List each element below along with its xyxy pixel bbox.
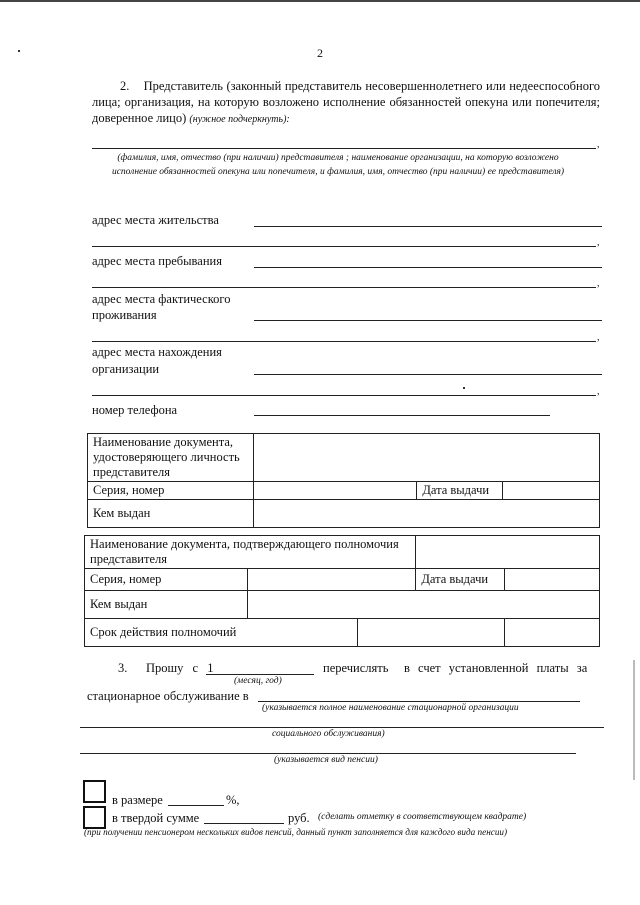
percent-label: в размере: [112, 793, 163, 807]
percent-checkbox[interactable]: [83, 780, 106, 803]
authority-date-label: Дата выдачи: [416, 569, 505, 591]
scan-speck: [463, 387, 465, 389]
identity-series-label: Серия, номер: [88, 482, 254, 500]
actual-line-2[interactable]: [92, 341, 596, 342]
organization-name-line[interactable]: [258, 701, 580, 702]
authority-validity-cell[interactable]: [505, 619, 600, 647]
rub-label: руб.: [288, 811, 310, 825]
fixed-amount-label: в твердой сумме: [112, 811, 200, 825]
authority-issuer-label: Кем выдан: [85, 591, 248, 619]
authority-doc-name-label: Наименование документа, подтверждающего полномочия представителя: [85, 536, 416, 569]
section2-paragraph: [92, 78, 600, 128]
authority-issuer-cell[interactable]: [247, 591, 599, 619]
authority-validity-spacer: [358, 619, 505, 647]
representative-note: (фамилия, имя, отчество (при наличии) представителя ; наименование организации, на которую возложено исполнение обязанностей опекуна или попечителя, и фамилия, имя, отчество (при наличии) ее представителя): [111, 153, 565, 177]
authority-doc-name-cell[interactable]: [416, 536, 600, 569]
authority-series-label: Серия, номер: [85, 569, 248, 591]
authority-series-cell[interactable]: [247, 569, 416, 591]
section2-hint: (нужное подчеркнуть):: [189, 114, 290, 125]
identity-date-label: Дата выдачи: [417, 482, 503, 500]
multiple-pensions-note: (при получении пенсионером нескольких видов пенсий, данный пункт заполняется для каждого вида пенсии): [84, 827, 508, 837]
phone-label: номер телефона: [92, 403, 178, 417]
section3-account: в счет установленной платы за: [404, 661, 588, 675]
organization-name-line-2[interactable]: [80, 727, 604, 728]
identity-issuer-cell[interactable]: [253, 500, 599, 528]
actual-label-1: адрес места фактического: [92, 292, 231, 306]
org-address-label-1: адрес места нахождения: [92, 345, 222, 359]
section3-transfer: перечислять: [323, 661, 389, 675]
fixed-amount-line[interactable]: [204, 823, 284, 824]
fixed-amount-checkbox[interactable]: [83, 806, 106, 829]
actual-label-2: проживания: [92, 308, 157, 322]
month-year-note: (месяц, год): [234, 676, 282, 686]
authority-validity-label: Срок действия полномочий: [85, 619, 358, 647]
identity-document-table: [87, 433, 600, 528]
percent-line[interactable]: [168, 805, 224, 806]
stay-line-2[interactable]: [92, 287, 596, 288]
authority-document-table: [84, 535, 600, 647]
section2-number: 2.: [120, 79, 130, 93]
stay-label: адрес места пребывания: [92, 254, 222, 268]
mark-note: (сделать отметку в соответствующем квадрате): [318, 812, 527, 822]
stay-line-1[interactable]: [254, 267, 602, 268]
org-address-line-2[interactable]: [92, 395, 596, 396]
residence-line-2[interactable]: [92, 246, 596, 247]
org-address-label-2: организации: [92, 362, 160, 376]
organization-note-2: социального обслуживания): [272, 729, 385, 739]
identity-date-cell[interactable]: [503, 482, 600, 500]
scan-speck: [633, 660, 635, 780]
actual-line-1[interactable]: [254, 320, 602, 321]
identity-doc-name-label: Наименование документа, удостоверяющего личность представителя: [88, 434, 254, 482]
organization-note-1: (указывается полное наименование стационарной организации: [262, 703, 519, 713]
service-label: стационарное обслуживание в: [87, 689, 249, 703]
authority-date-cell[interactable]: [505, 569, 600, 591]
residence-line-1[interactable]: [254, 226, 602, 227]
identity-series-cell[interactable]: [253, 482, 417, 500]
pension-type-line[interactable]: [80, 753, 576, 754]
residence-label: адрес места жительства: [92, 213, 219, 227]
phone-line[interactable]: [254, 415, 550, 416]
month-year-line[interactable]: [206, 674, 314, 675]
percent-sign: %,: [226, 793, 240, 807]
identity-issuer-label: Кем выдан: [88, 500, 254, 528]
identity-doc-name-cell[interactable]: [253, 434, 599, 482]
section3-request: Прошу с 1: [146, 661, 214, 675]
pension-type-note: (указывается вид пенсии): [274, 755, 378, 765]
page-number: 2: [317, 46, 323, 60]
org-address-line-1[interactable]: [254, 374, 602, 375]
representative-name-line[interactable]: [92, 148, 596, 149]
section3-number: 3.: [118, 661, 128, 675]
section2-text: Представитель (законный представитель несовершеннолетнего или недееспособного лица; организация, на которую возложено исполнение обязанностей опекуна или попечителя; доверенное лицо): [92, 79, 601, 125]
